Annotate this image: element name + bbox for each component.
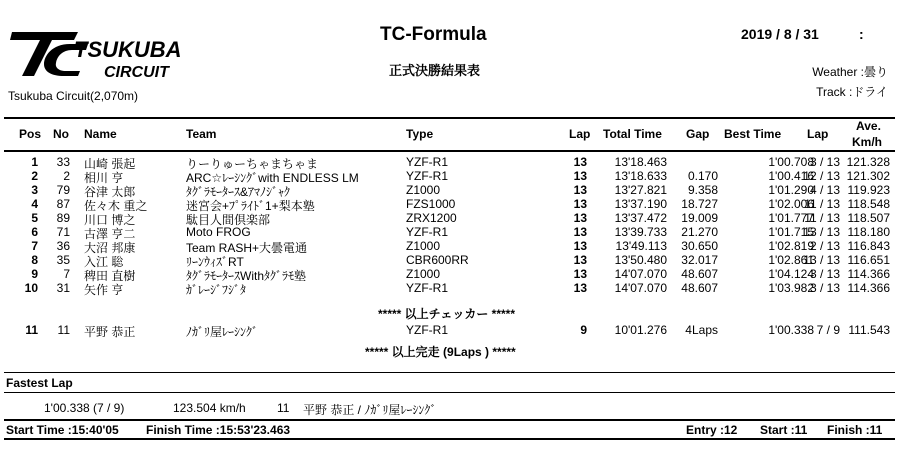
cell-avg-speed: 121.328 bbox=[846, 155, 890, 169]
cell-gap: 30.650 bbox=[681, 239, 718, 253]
cell-name: 平野 恭正 bbox=[84, 325, 136, 339]
cell-best-time: 1'02.006 bbox=[768, 197, 814, 211]
cell-type: FZS1000 bbox=[406, 197, 456, 211]
cell-no: 79 bbox=[56, 183, 70, 197]
cell-avg-speed: 118.548 bbox=[847, 197, 890, 211]
cell-team: Team RASH+大曇電通 bbox=[186, 241, 308, 255]
page-title: TC-Formula bbox=[380, 24, 487, 45]
finish-note: ***** 以上完走 (9Laps ) ***** bbox=[365, 345, 516, 359]
cell-name: 佐々木 重之 bbox=[84, 199, 148, 213]
fastest-lap-speed: 123.504 km/h bbox=[173, 401, 246, 415]
table-row bbox=[0, 155, 900, 169]
cell-best-lap: 2 / 13 bbox=[809, 239, 840, 253]
cell-best-lap: 13 / 13 bbox=[803, 253, 840, 267]
cell-no: 87 bbox=[56, 197, 70, 211]
cell-no: 11 bbox=[57, 323, 70, 337]
cell-gap: 48.607 bbox=[681, 281, 718, 295]
cell-best-time: 1'00.708 bbox=[768, 155, 814, 169]
fastest-lap-rider: 平野 恭正 / ﾉｶﾞﾘ屋ﾚｰｼﾝｸﾞ bbox=[303, 403, 437, 417]
col-header-team: Team bbox=[186, 127, 217, 141]
race-date-suffix: : bbox=[859, 26, 864, 42]
col-header-pos: Pos bbox=[19, 127, 42, 141]
cell-gap: 9.358 bbox=[687, 183, 718, 197]
cell-lap: 13 bbox=[573, 211, 587, 225]
cell-lap: 13 bbox=[573, 183, 587, 197]
cell-type: YZF-R1 bbox=[406, 281, 448, 295]
cell-best-lap: 11 / 13 bbox=[804, 197, 840, 211]
cell-avg-speed: 121.302 bbox=[846, 169, 890, 183]
cell-lap: 13 bbox=[573, 281, 587, 295]
table-row bbox=[0, 211, 900, 225]
cell-total-time: 14'07.070 bbox=[614, 267, 667, 281]
cell-type: Z1000 bbox=[406, 267, 441, 281]
cell-no: 31 bbox=[56, 281, 70, 295]
table-row bbox=[0, 281, 900, 295]
cell-gap: 18.727 bbox=[681, 197, 718, 211]
checker-note: ***** 以上チェッカー ***** bbox=[378, 307, 516, 321]
cell-best-time: 1'01.715 bbox=[768, 225, 814, 239]
cell-lap: 13 bbox=[573, 267, 587, 281]
table-row bbox=[0, 169, 900, 183]
cell-avg-speed: 118.180 bbox=[847, 225, 890, 239]
cell-pos: 6 bbox=[31, 225, 38, 239]
cell-lap: 13 bbox=[573, 239, 587, 253]
cell-best-lap: 3 / 13 bbox=[809, 267, 840, 281]
cell-total-time: 13'37.190 bbox=[614, 197, 667, 211]
cell-lap: 13 bbox=[573, 155, 587, 169]
cell-avg-speed: 114.366 bbox=[847, 267, 890, 281]
cell-best-lap: 11 / 13 bbox=[804, 211, 840, 225]
cell-pos: 11 bbox=[25, 323, 38, 337]
cell-gap: 32.017 bbox=[681, 253, 718, 267]
cell-lap: 13 bbox=[573, 225, 587, 239]
cell-type: YZF-R1 bbox=[406, 155, 448, 169]
cell-best-lap: 4 / 13 bbox=[809, 183, 840, 197]
cell-total-time: 13'37.472 bbox=[614, 211, 667, 225]
col-header-speed-line1: Ave. bbox=[856, 119, 881, 133]
cell-best-lap: 12 / 13 bbox=[803, 169, 840, 183]
cell-lap: 13 bbox=[573, 253, 587, 267]
table-row bbox=[0, 239, 900, 253]
footer-bottom-rule bbox=[4, 438, 895, 440]
table-row bbox=[0, 225, 900, 239]
cell-gap: 48.607 bbox=[681, 267, 718, 281]
cell-best-time: 1'01.777 bbox=[768, 211, 814, 225]
table-row bbox=[0, 183, 900, 197]
cell-pos: 1 bbox=[31, 155, 38, 169]
cell-best-lap: 13 / 13 bbox=[803, 225, 840, 239]
cell-team: 迷宮会+ﾌﾟﾗｲﾄﾞ1+梨本塾 bbox=[186, 199, 315, 213]
cell-name: 相川 亨 bbox=[84, 171, 124, 185]
col-header-speed-line2: Km/h bbox=[852, 135, 882, 149]
race-date: 2019 / 8 / 31 bbox=[741, 26, 819, 42]
cell-best-time: 1'00.416 bbox=[768, 169, 814, 183]
cell-team: ｶﾞﾚｰｼﾞﾌｼﾞﾀ bbox=[186, 283, 247, 297]
col-header-best-lap: Lap bbox=[807, 127, 829, 141]
cell-gap: 19.009 bbox=[681, 211, 718, 225]
entry-count: Entry :12 bbox=[686, 423, 738, 437]
table-row bbox=[0, 197, 900, 211]
cell-avg-speed: 116.651 bbox=[847, 253, 890, 267]
cell-name: 山崎 張起 bbox=[84, 157, 136, 171]
cell-name: 古澤 亨二 bbox=[84, 227, 136, 241]
fastest-lap-time: 1'00.338 (7 / 9) bbox=[44, 401, 125, 415]
cell-best-time: 1'01.290 bbox=[768, 183, 814, 197]
cell-pos: 5 bbox=[31, 211, 38, 225]
cell-total-time: 13'50.480 bbox=[614, 253, 667, 267]
table-row bbox=[0, 253, 900, 267]
cell-type: Z1000 bbox=[406, 239, 441, 253]
cell-name: 入江 聡 bbox=[84, 255, 124, 269]
cell-total-time: 14'07.070 bbox=[614, 281, 667, 295]
cell-total-time: 13'39.733 bbox=[614, 225, 667, 239]
cell-type: YZF-R1 bbox=[406, 169, 448, 183]
cell-total-time: 10'01.276 bbox=[614, 323, 667, 337]
cell-no: 35 bbox=[56, 253, 70, 267]
cell-best-lap: 3 / 13 bbox=[809, 155, 840, 169]
cell-best-time: 1'02.861 bbox=[768, 253, 814, 267]
cell-no: 36 bbox=[56, 239, 70, 253]
cell-pos: 8 bbox=[31, 253, 38, 267]
cell-best-time: 1'04.124 bbox=[768, 267, 814, 281]
cell-team: ﾀｸﾞﾗﾓｰﾀｰｽ&ｱﾏﾉｼﾞｬｸ bbox=[186, 185, 291, 199]
cell-name: 川口 博之 bbox=[84, 213, 136, 227]
cell-no: 33 bbox=[56, 155, 70, 169]
cell-team: 駄目人間倶楽部 bbox=[186, 213, 271, 227]
cell-best-lap: 7 / 9 bbox=[816, 323, 840, 337]
cell-team: ﾀｸﾞﾗﾓｰﾀｰｽWithﾀｸﾞﾗﾓ塾 bbox=[186, 269, 307, 283]
cell-total-time: 13'18.463 bbox=[614, 155, 667, 169]
cell-pos: 7 bbox=[31, 239, 38, 253]
col-header-lap: Lap bbox=[569, 127, 591, 141]
col-header-no: No bbox=[53, 127, 69, 141]
logo-text: TSUKUBA bbox=[74, 37, 182, 62]
cell-team: Moto FROG bbox=[186, 225, 251, 239]
track-condition: Track :ドライ bbox=[816, 85, 888, 99]
cell-lap: 13 bbox=[573, 197, 587, 211]
finish-count: Finish :11 bbox=[827, 423, 883, 437]
cell-best-time: 1'00.338 bbox=[768, 323, 814, 337]
cell-no: 89 bbox=[56, 211, 70, 225]
cell-pos: 9 bbox=[31, 267, 38, 281]
cell-type: YZF-R1 bbox=[406, 225, 448, 239]
cell-type: Z1000 bbox=[406, 183, 441, 197]
cell-total-time: 13'49.113 bbox=[615, 239, 667, 253]
start-count: Start :11 bbox=[760, 423, 808, 437]
fastest-lap-rule bbox=[4, 392, 895, 393]
col-header-type: Type bbox=[406, 127, 434, 141]
circuit-name: Tsukuba Circuit(2,070m) bbox=[8, 89, 139, 103]
cell-team: ﾉｶﾞﾘ屋ﾚｰｼﾝｸﾞ bbox=[186, 325, 259, 339]
cell-no: 2 bbox=[63, 169, 70, 183]
cell-gap: 4Laps bbox=[685, 323, 718, 337]
finish-time: Finish Time :15:53'23.463 bbox=[146, 423, 291, 437]
cell-best-time: 1'03.982 bbox=[768, 281, 814, 295]
cell-no: 7 bbox=[63, 267, 70, 281]
cell-best-lap: 3 / 13 bbox=[809, 281, 840, 295]
tsukuba-circuit-logo bbox=[8, 26, 218, 82]
fastest-lap-top-rule bbox=[4, 372, 895, 373]
col-header-gap: Gap bbox=[686, 127, 710, 141]
logo-subtext: CIRCUIT bbox=[104, 64, 169, 81]
cell-lap: 13 bbox=[573, 169, 587, 183]
col-header-total-time: Total Time bbox=[603, 127, 662, 141]
cell-total-time: 13'18.633 bbox=[614, 169, 667, 183]
cell-avg-speed: 116.843 bbox=[847, 239, 890, 253]
cell-lap: 9 bbox=[580, 323, 587, 337]
cell-pos: 4 bbox=[31, 197, 38, 211]
cell-no: 71 bbox=[56, 225, 70, 239]
fastest-lap-title: Fastest Lap bbox=[6, 376, 73, 390]
cell-team: ﾘｰﾝｳｨｽﾞRT bbox=[186, 255, 244, 269]
cell-avg-speed: 114.366 bbox=[847, 281, 890, 295]
cell-name: 谷津 太郎 bbox=[84, 185, 136, 199]
table-row bbox=[0, 267, 900, 281]
table-header-rule bbox=[4, 150, 895, 152]
tc-logo-icon bbox=[8, 26, 218, 82]
col-header-best-time: Best Time bbox=[724, 127, 782, 141]
cell-team: りーりゅーちゃまちゃま bbox=[186, 157, 319, 171]
cell-pos: 3 bbox=[31, 183, 38, 197]
cell-type: YZF-R1 bbox=[406, 323, 448, 337]
fastest-lap-no: 11 bbox=[277, 401, 290, 415]
cell-type: ZRX1200 bbox=[406, 211, 457, 225]
footer-top-rule bbox=[4, 419, 895, 421]
cell-pos: 10 bbox=[24, 281, 38, 295]
cell-avg-speed: 119.923 bbox=[847, 183, 890, 197]
cell-pos: 2 bbox=[31, 169, 38, 183]
cell-team: ARC☆ﾚｰｼﾝｸﾞwith ENDLESS LM bbox=[186, 171, 359, 185]
cell-name: 矢作 亨 bbox=[84, 283, 124, 297]
cell-name: 大沼 邦康 bbox=[84, 241, 136, 255]
cell-type: CBR600RR bbox=[406, 253, 469, 267]
cell-name: 稗田 直樹 bbox=[84, 269, 136, 283]
cell-gap: 21.270 bbox=[681, 225, 718, 239]
page-subtitle: 正式決勝結果表 bbox=[389, 63, 481, 78]
cell-gap: 0.170 bbox=[687, 169, 718, 183]
cell-total-time: 13'27.821 bbox=[614, 183, 667, 197]
table-top-rule bbox=[4, 117, 895, 119]
col-header-name: Name bbox=[84, 127, 117, 141]
cell-avg-speed: 118.507 bbox=[847, 211, 890, 225]
table-row bbox=[0, 323, 900, 337]
start-time: Start Time :15:40'05 bbox=[6, 423, 119, 437]
weather: Weather :曇り bbox=[812, 65, 888, 79]
cell-avg-speed: 111.543 bbox=[848, 323, 890, 337]
cell-best-time: 1'02.819 bbox=[768, 239, 814, 253]
